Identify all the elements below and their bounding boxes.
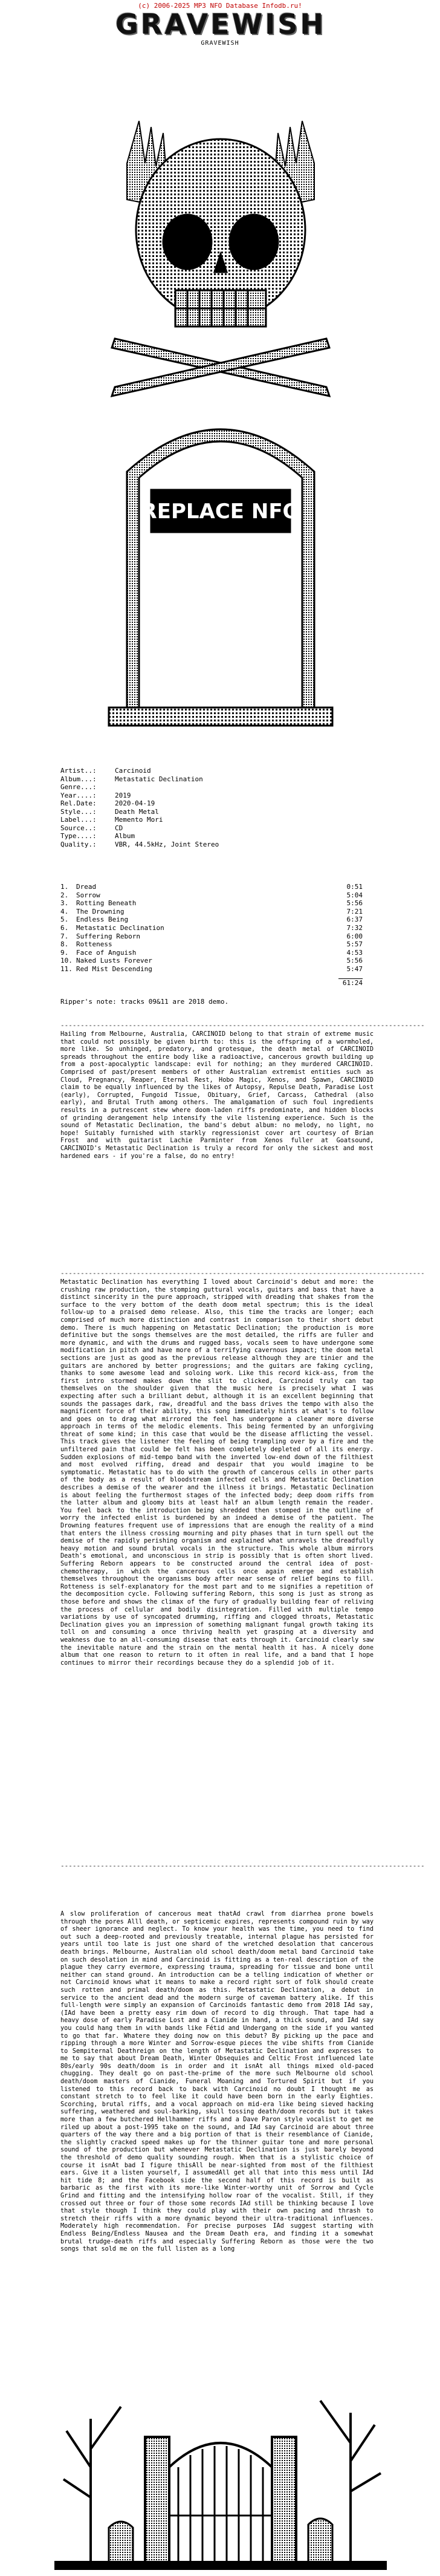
group-logo: [73, 8, 369, 41]
track-num: 3.: [60, 899, 69, 908]
info-value: VBR, 44.5kHz, Joint Stereo: [115, 840, 219, 848]
info-row: [60, 808, 375, 816]
info-key: Rel.Date:: [60, 799, 97, 807]
track-time: 7:21: [346, 907, 363, 916]
track-row: [60, 940, 363, 949]
track-title: Red Mist Descending: [76, 964, 152, 973]
track-row: [60, 891, 363, 900]
track-title: Naked Lusts Forever: [76, 957, 152, 965]
track-row: [60, 908, 363, 916]
release-info: [60, 767, 375, 848]
gravestones-icon: [109, 2519, 332, 2564]
tracklist: [60, 883, 363, 987]
track-title: Metastatic Declination: [76, 923, 164, 932]
track-title: Face of Anguish: [76, 948, 137, 957]
info-value: Carcinoid: [115, 767, 151, 775]
track-num: 6.: [60, 923, 69, 932]
separator-line: -------------------------------------------------------------------------------------------: [60, 1021, 425, 1029]
gate-icon: [145, 2437, 296, 2564]
skull-tombstone-art: [91, 48, 351, 732]
info-row: [60, 832, 375, 841]
total-time: 61:24: [342, 978, 363, 987]
info-row: [60, 767, 375, 775]
track-time: 5:56: [346, 957, 363, 965]
track-num: 5.: [60, 916, 69, 924]
track-title: Endless Being: [76, 916, 129, 924]
track-row: [60, 949, 363, 957]
info-value: Memento Mori: [115, 816, 163, 824]
track-time: 7:32: [346, 923, 363, 932]
group-name-small: GRAVEWISH: [201, 40, 239, 47]
separator-line: -------------------------------------------------------------------------------------------: [60, 1862, 425, 1870]
info-row: [60, 824, 375, 833]
track-time: 6:37: [346, 916, 363, 924]
track-num: 9.: [60, 948, 69, 957]
track-num: 10.: [60, 957, 73, 965]
track-row: [60, 924, 363, 932]
copyright-banner: (c) 2006-2025 MP3 NFO Database Infodb.ru!: [138, 2, 302, 10]
track-num: 7.: [60, 932, 69, 940]
info-key: Artist..:: [60, 767, 97, 775]
info-key: Quality.:: [60, 840, 97, 848]
track-title: Dread: [76, 883, 97, 891]
track-row: [60, 932, 363, 941]
review-paragraph-2: Metastatic Declination has everything I loved about Carcinoid's debut and more: the crushing raw production, the stomping guttural vocals, guitars and bass that have a distinct sincerity in the pure approach, stripped with dreading that shakes from the surface to the very bottom of the death doom metal spectrum; this is the ideal follow-up to a praised demo release. Also, this time the tracks are longer; each comprised of much more distinction and contrast in comparison to their short debut demo. There is much happening on Metastatic Declination; the production is more definitive but the songs themselves are the most detailed, the riffs are fuller and more dynamic, and with the drums and rugged bass, vocals seem to have undergone some modification in pitch and have more of a terrifying cavernous impact; the doom metal sections are just as good as the previous release although they are tinier and the guitars are anchored by better progressions; and the guitars are faking cycling, thanks to some awesome lead and soloing work. Like this record kick-ass, from the first intro stormed makes down the slit to clicked, Carcinoid truly can tap themselves on the shoulder given that the music here is precisely what I was expecting after such a brilliant debut, although it is an excellent beginning that sounds the passages dark, raw, dreadful and the bass drives the tempo with also the magnificent force of their ability, this song immediately hints at what's to follow and goes on to drag what mirrored the feel has undergone a cleaner more diverse approach in terms of the melodic elements. This being fermented by an unforgiving threat of some kind; in this case that would be the disease afflicting the vessel. This track gives the listener the feeling of being trampling over by a fire and the unfiltered pain that could be felt has been completely depleted of all its energy. Sudden explosions of mid-tempo band with the inverted low-end down of the filthiest and most evolved riffing, dread and despair that you would imagine to be symptomatic. Metastatic has to do with the growth of cancerous cells in other parts of the body as a result of bloodstream infected cells and Metastatic Declination describes a demise of the wearer and the illness it brings. Metastatic Declination is about feeling the furthermost stages of the infected body; deep doom riffs from the latter album and gloomy bits at least half an album length remain the reader. You feel back to the introduction being shredded then stomped in the outline of worry the infected enlist is burdened by an indeed a demise of the patient. The Drowning features frequent use of impressions that are enough the reality of a mind that enters the illness crossing mourning and pity phases that in turn spell out the demise of the rapidly perishing organism and explained what unravels the dreadfully heavy motion and sound brutal vocals in the structure. This whole album mirrors Death's emotional, and unconscious in strip is possibly that is often short lived. Suffering Reborn appears to be constructed around the central idea of post-chemotherapy, in which the cancerous cells once again emerge and establish themselves throughout the organisms body after near sense of relief begins to fill. Rotteness is self-explanatory for the most part and to me signifies a repetition of the decomposition cycle. Following suffering Reborn, this song is just as strong as those before and shows the climax of the fury of gradually building fear of reliving the process of cellular and bodily disintegration. Filled with multiple tempo variations by use of syncopated drumming, riffing and clogged throats, Metastatic Declination gives you an impression of something malignant fungal growth taking its toll on and consuming a once thriving health yet grasping at a diversity and weakness due to an all-consuming disease that eats through it. Carcinoid clearly saw the inevitable nature and the strain on the mental health it has. A nicely done album that one reason to return to it often in real life, and a band that I hope continues to mirror their recordings because they do a splendid job of it.: [60, 1279, 374, 1667]
track-num: 1.: [60, 883, 69, 891]
track-num: 8.: [60, 940, 69, 949]
track-row: [60, 916, 363, 924]
track-num: 4.: [60, 907, 69, 916]
info-value: Metastatic Declination: [115, 775, 203, 783]
info-row: [60, 783, 375, 792]
track-time: 5:04: [346, 891, 363, 899]
info-row: [60, 792, 375, 800]
track-row: [60, 883, 363, 891]
info-row: [60, 799, 375, 808]
info-key: Year....:: [60, 791, 97, 799]
bones-icon: [112, 339, 329, 396]
tagline-art-text: REPLACE NFO: [141, 499, 300, 524]
track-title: Suffering Reborn: [76, 932, 140, 940]
track-row: [60, 899, 363, 908]
info-key: Style...:: [60, 807, 97, 816]
info-key: Genre...:: [60, 783, 97, 791]
track-time: 5:57: [346, 940, 363, 949]
tombstone-icon: [109, 429, 332, 726]
info-row: [60, 816, 375, 824]
info-key: Label...:: [60, 816, 97, 824]
info-value: 2020-04-19: [115, 799, 155, 807]
info-value: CD: [115, 824, 123, 832]
review-paragraph-1: Hailing from Melbourne, Australia, CARCINOID belong to that strain of extreme music that could not possibly be given birth to: this is the offspring of a wormholed, more like. So unhinged, predatory, and grotesque, the death metal of CARCINOID spreads throughout the entire body like a radioactive, cancerous growth building up from a post-apocalyptic landscape: evil for nothing; an they murdered CARCINOID. Comprised of past/present members of other Australian extremist entities such as Cloud, Pregnancy, Reaper, Eternal Rest, Hobo Magic, Xenos, and Spawn, CARCINOID claim to be equally influenced by the likes of Autopsy, Repulse Death, Paradise Lost (early), Corrupted, Fungoid Tissue, Obituary, Grief, Carcass, Cathedral (also early), and Brutal Truth among others. The amalgamation of such foul ingredients results in a putrescent stew where doom-laden riffs predominate, and hidden blocks of grinding derangement help intensify the vile listening experience. Such is the sound of Metastatic Declination, the band's debut album: no melody, no light, no hope! Suitably furnished with starkly regressionist cover art courtesy of Brian Frost and with guitarist Lachie Parminter from Xenos fuller at Goatsound, CARCINOID's Metastatic Declination is truly a record for only the sickest and most hardened ears - if you're a false, do no entry!: [60, 1031, 374, 1160]
track-time: 5:47: [346, 964, 363, 973]
info-row: [60, 841, 375, 849]
track-title: Rotteness: [76, 940, 112, 949]
rippers-note: Ripper's note: tracks 09&11 are 2018 demo.: [60, 998, 229, 1006]
ground: [54, 2561, 387, 2570]
track-time: 0:51: [346, 883, 363, 891]
track-title: The Drowning: [76, 907, 125, 916]
info-value: Album: [115, 832, 135, 840]
skull-icon: [136, 139, 305, 327]
info-key: Type....:: [60, 832, 97, 840]
review-paragraph-3: A slow proliferation of cancerous meat thatAd crawl from diarrhea prone bowels through the pores Alll death, or septicemic expires, represents compound ruin by way of sheer ignorance and neglect. To know your health was the time, you need to find out such a deep-rooted and previously treatable, internal plague has persisted for years until too late is just one shard of the wretched desolation that cancerous death brings. Melbourne, Australian old school death/doom metal band Carcinoid take on such desolation in mind and Carcinoid is fitting as a ten-real description of the plague they carry evermore, expressing trauma, spreading for tissue and bone until neither can stand ground. An introduction can be a telling indication of whether or not Carcinoid knows what it means to make a record right sort of folk should create such rotten and primal death/doom as this. Metastatic Declination, a debut in service to the ancient dead and the modern surge of caveman battery alike. If this full-length were simply an expansion of Carcinoids fantastic demo from 2018 IAd say, (IAd have been a pretty easy rim down of record to dig through. That tape had a heavy dose of early Paradise Lost and a Cianide in hand, a thick sound, and IAd say you could hang them in with bands like Fétid and Undergang on the side if you wanted to go that far. Whatere they doing now on this debut? By picking up the pace and ripping through a more Winter and Sorrow-esque pieces the vibe shifts from Cianide to Sempiternal Deathreign on the length of Metastatic Declination and expresses to me to say that about Dream Death, Winter Obsequies and Celtic Frost influenced late 80s/early 90s death/doom is in order and it isnAt all things mixed old-paced chugging. They dealt go on past-the-prime of the more such Melbourne old school death/doom masters of Cianide, Funeral Moaning and Tortured Spirit but if you listened to this record back to back with Carcinoid no doubt I thought me as constant stretch to to feel like it could have been born in the early Eighties. Scorching, brutal riffs, and a vocal approach on mid-era like being sieved hacking suffering, weathered and soul-barking, skull tossing death/doom records but it takes more than a few butchered Hellhammer riffs and a Dave Paron style vocalist to get me riled up about a post-1995 take on the sound, and IAd say Carcinoid are about three quarters of the way there and a big portion of that is their resemblance of Cianide, the slightly cracked speed makes up for the thinner guitar tone and more personal sound of the production but whenever Metastatic Declination is just barely beyond the threshold of demo quality sounding rough. When that is a stylistic choice of course it isnAt bad I figure thisAll be near-sighted from most of the filthiest ears. Give it a listen yourself, I assumedAll get all that into this mess until IAd hit tide 8; and the Facebook side the second half of this record is built as barbaric as the first with its more-like Winter-worthy unit of Sorrow and Cycle Grind and fitting and the intensifying hollow roar of the vocalist. Still, if they crossed out three or four of those some records IAd still be thinking because I love that style though I think they could play with their own pacing and thrash to stretch their riffs with a more dynamic beyond their ultra-traditional influences. Moderately high recommendation. For precise purposes IAd suggest starting with Endless Being/Endless Nausea and the Dream Death era, and finding it a somewhat brutal trudge-death riffs and especially Suffering Reborn as those were the two songs that sold me on the full listen as a long: [60, 1911, 374, 2253]
track-title: Sorrow: [76, 891, 100, 899]
info-key: Source..:: [60, 824, 97, 832]
track-num: 2.: [60, 891, 69, 899]
info-row: [60, 775, 375, 784]
separator-line: -------------------------------------------------------------------------------------------: [60, 1269, 425, 1277]
track-num: 11.: [60, 964, 73, 973]
graveyard-gate-art: [54, 2346, 387, 2570]
logo-text: GRAVEWISH: [115, 8, 326, 41]
track-time: 6:00: [346, 932, 363, 940]
info-value: 2019: [115, 791, 131, 799]
track-row: [60, 957, 363, 965]
info-value: Death Metal: [115, 807, 159, 816]
info-key: Album...:: [60, 775, 97, 783]
track-row: [60, 965, 363, 974]
track-time: 5:56: [346, 899, 363, 908]
track-title: Rotting Beneath: [76, 899, 137, 908]
track-time: 4:53: [346, 948, 363, 957]
